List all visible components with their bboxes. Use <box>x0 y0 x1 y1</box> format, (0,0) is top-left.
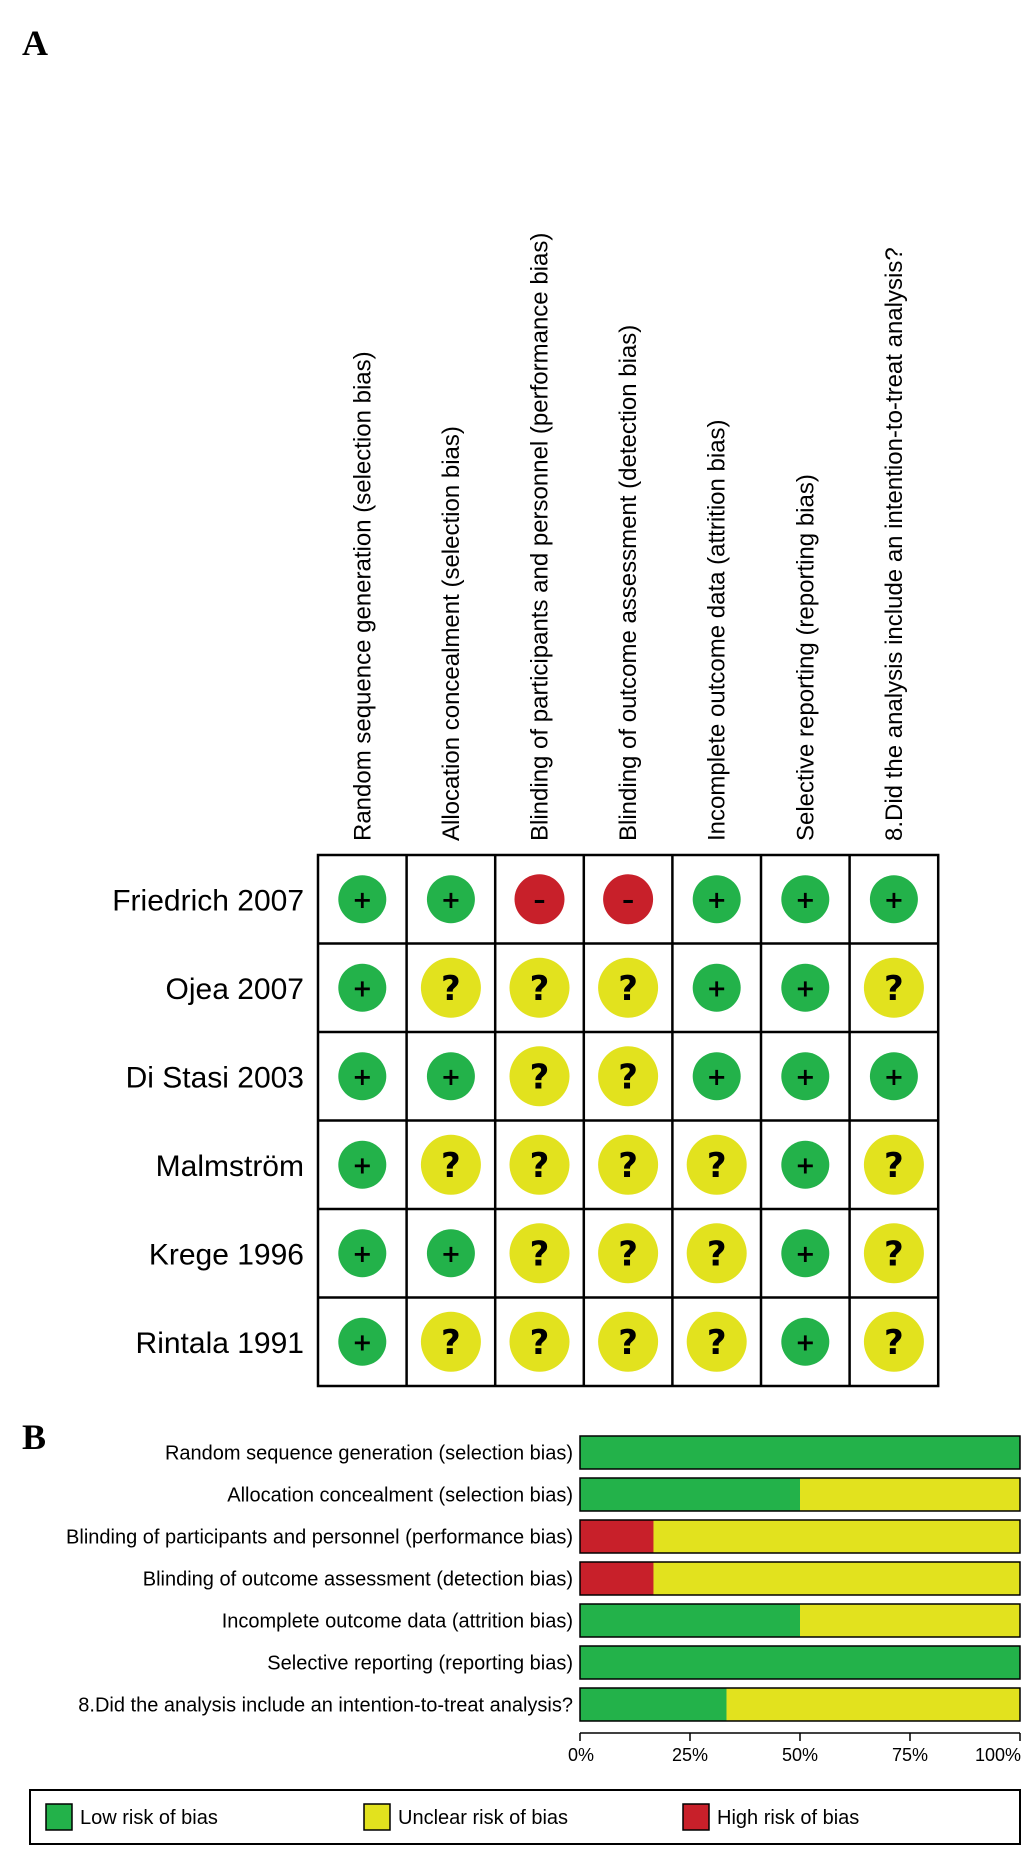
bar-segment <box>580 1436 1020 1469</box>
bar-category-label: Selective reporting (reporting bias) <box>267 1652 573 1675</box>
judgement-symbol: + <box>706 1062 727 1091</box>
judgement-symbol: – <box>622 885 635 914</box>
legend-swatch <box>683 1804 709 1830</box>
judgement-symbol: ? <box>529 1234 550 1275</box>
judgement-symbol: ? <box>884 1145 904 1186</box>
judgement-symbol: + <box>440 885 461 914</box>
judgement-symbol: + <box>352 885 373 914</box>
panel-a-label: A <box>22 23 48 63</box>
judgement-symbol: + <box>352 1239 373 1268</box>
judgement-symbol: ? <box>441 1322 461 1363</box>
judgement-symbol: ? <box>884 1234 904 1275</box>
column-header: Incomplete outcome data (attrition bias) <box>703 419 731 841</box>
bar-segment <box>800 1478 1020 1511</box>
bar-segment <box>580 1562 653 1595</box>
judgement-symbol: + <box>352 1151 373 1180</box>
bar-category-label: Incomplete outcome data (attrition bias) <box>221 1610 573 1633</box>
judgement-symbol: ? <box>884 1322 904 1363</box>
column-header: Random sequence generation (selection bias) <box>349 351 377 841</box>
judgement-symbol: ? <box>618 1322 638 1363</box>
bar-category-label: Blinding of participants and personnel (performance bias) <box>66 1526 573 1549</box>
judgement-symbol: ? <box>618 968 638 1009</box>
judgement-symbol: + <box>795 974 816 1003</box>
judgement-symbol: + <box>795 1239 816 1268</box>
judgement-symbol: ? <box>529 1145 550 1186</box>
judgement-symbol: + <box>883 1062 904 1091</box>
judgement-symbol: ? <box>441 968 461 1009</box>
judgement-symbol: – <box>533 885 546 914</box>
judgement-symbol: + <box>352 1062 373 1091</box>
column-header: Blinding of outcome assessment (detection bias) <box>615 324 643 841</box>
judgement-symbol: ? <box>529 968 550 1009</box>
judgement-symbol: ? <box>618 1057 638 1098</box>
bar-segment <box>653 1520 1020 1553</box>
bar-segment <box>580 1646 1020 1679</box>
judgement-symbol: + <box>795 1151 816 1180</box>
column-header: 8.Did the analysis include an intention-to-treat analysis? <box>880 247 908 841</box>
bar-category-label: Allocation concealment (selection bias) <box>227 1484 573 1507</box>
bar-segment <box>800 1604 1020 1637</box>
judgement-symbol: + <box>352 974 373 1003</box>
legend-swatch <box>46 1804 72 1830</box>
judgement-symbol: ? <box>706 1234 727 1275</box>
judgement-symbol: ? <box>706 1145 727 1186</box>
judgement-symbol: + <box>440 1062 461 1091</box>
bar-category-label: Blinding of outcome assessment (detection bias) <box>142 1568 573 1591</box>
column-header: Allocation concealment (selection bias) <box>437 426 465 841</box>
judgement-symbol: + <box>706 885 727 914</box>
judgement-symbol: ? <box>618 1145 638 1186</box>
x-tick-label: 100% <box>974 1745 1022 1765</box>
judgement-symbol: ? <box>441 1145 461 1186</box>
legend-label: Unclear risk of bias <box>398 1807 569 1829</box>
study-label: Di Stasi 2003 <box>125 1061 304 1095</box>
bar-segment <box>580 1478 800 1511</box>
x-tick-label: 25% <box>671 1745 709 1765</box>
legend-label: Low risk of bias <box>80 1807 218 1829</box>
judgement-symbol: ? <box>529 1322 550 1363</box>
judgement-symbol: ? <box>884 968 904 1009</box>
study-label: Friedrich 2007 <box>112 884 304 918</box>
bar-category-label: 8.Did the analysis include an intention-to-treat analysis? <box>78 1694 573 1717</box>
judgement-symbol: + <box>795 1062 816 1091</box>
bar-segment <box>727 1688 1020 1721</box>
study-label: Malmström <box>155 1149 304 1183</box>
judgement-symbol: + <box>352 1328 373 1357</box>
bar-category-label: Random sequence generation (selection bias) <box>164 1442 573 1465</box>
legend-swatch <box>364 1804 390 1830</box>
judgement-symbol: + <box>883 885 904 914</box>
study-label: Krege 1996 <box>148 1238 304 1272</box>
panel-b-label: B <box>22 1417 47 1457</box>
judgement-symbol: + <box>795 1328 816 1357</box>
x-tick-label: 50% <box>781 1745 819 1765</box>
judgement-symbol: + <box>440 1239 461 1268</box>
bar-segment <box>653 1562 1020 1595</box>
judgement-symbol: ? <box>529 1057 550 1098</box>
judgement-symbol: ? <box>618 1234 638 1275</box>
bar-segment <box>580 1604 800 1637</box>
bar-segment <box>580 1520 653 1553</box>
bar-segment <box>580 1688 727 1721</box>
column-header: Blinding of participants and personnel (performance bias) <box>526 232 554 841</box>
study-label: Ojea 2007 <box>165 972 304 1006</box>
judgement-symbol: + <box>706 974 727 1003</box>
study-label: Rintala 1991 <box>135 1326 304 1360</box>
column-header: Selective reporting (reporting bias) <box>792 474 820 841</box>
legend-label: High risk of bias <box>717 1807 860 1829</box>
judgement-symbol: + <box>795 885 816 914</box>
x-tick-label: 75% <box>891 1745 929 1765</box>
x-tick-label: 0% <box>567 1745 595 1765</box>
judgement-symbol: ? <box>706 1322 727 1363</box>
